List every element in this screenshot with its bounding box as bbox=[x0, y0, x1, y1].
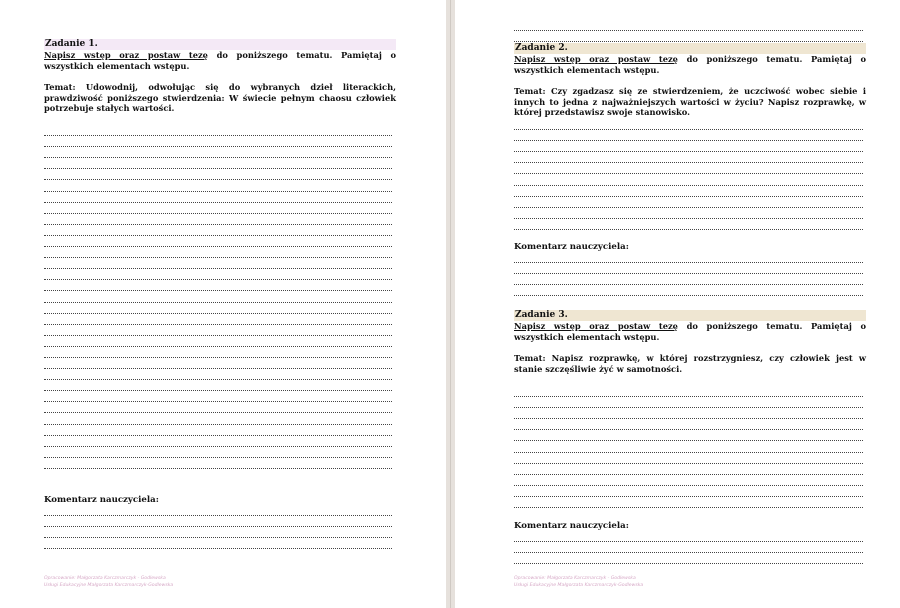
footer-line: Usługi Edukacyjne Małgorzata Karczmarczyk-Godlewska bbox=[514, 582, 644, 588]
writing-line[interactable] bbox=[514, 219, 863, 230]
writing-line[interactable] bbox=[44, 280, 392, 291]
task-1-instruction-rest: do poniższego tematu. Pamiętaj o wszystkich elementach wstępu. bbox=[44, 50, 397, 71]
writing-line[interactable] bbox=[514, 274, 863, 285]
task-2-instruction-rest: do poniższego tematu. Pamiętaj o wszystkich elementach wstępu. bbox=[514, 54, 867, 75]
writing-line[interactable] bbox=[44, 303, 392, 314]
comment-1-area[interactable] bbox=[44, 505, 392, 549]
task-1-title: Zadanie 1. bbox=[44, 39, 396, 50]
writing-line[interactable] bbox=[514, 197, 863, 208]
task-2-title: Zadanie 2. bbox=[514, 43, 866, 54]
task-3-instruction-rest: do poniższego tematu. Pamiętaj o wszystkich elementach wstępu. bbox=[514, 321, 867, 342]
writing-line[interactable] bbox=[44, 505, 392, 516]
writing-line[interactable] bbox=[44, 236, 392, 247]
writing-line[interactable] bbox=[514, 553, 863, 564]
writing-line[interactable] bbox=[44, 369, 392, 380]
writing-line[interactable] bbox=[514, 208, 863, 219]
page-right bbox=[455, 0, 900, 608]
page-divider bbox=[450, 0, 451, 608]
writing-line[interactable] bbox=[44, 436, 392, 447]
writing-line[interactable] bbox=[514, 252, 863, 263]
writing-line[interactable] bbox=[514, 163, 863, 174]
comment-label-3: Komentarz nauczyciela: bbox=[514, 521, 629, 531]
comment-label-2: Komentarz nauczyciela: bbox=[514, 242, 629, 252]
task-1-instruction-underlined: Napisz wstęp oraz postaw tezę bbox=[44, 50, 208, 60]
task-3-instruction bbox=[514, 321, 866, 342]
footer-line: Usługi Edukacyjne Małgorzata Karczmarczyk-Godlewska bbox=[44, 582, 174, 588]
writing-line[interactable] bbox=[514, 285, 863, 296]
writing-line[interactable] bbox=[44, 158, 392, 169]
writing-line[interactable] bbox=[44, 225, 392, 236]
footer-line: Opracowanie: Małgorzata Karczmarczyk - Godlewska bbox=[514, 576, 636, 581]
writing-line[interactable] bbox=[44, 516, 392, 527]
writing-line[interactable] bbox=[514, 453, 863, 464]
task-1-instruction bbox=[44, 50, 396, 71]
writing-line[interactable] bbox=[44, 136, 392, 147]
writing-line[interactable] bbox=[44, 247, 392, 258]
writing-line[interactable] bbox=[514, 141, 863, 152]
task-3-topic: Temat: Napisz rozprawkę, w której rozstrzygniesz, czy człowiek jest w stanie szczęśliwie żyć w samotności. bbox=[514, 353, 866, 374]
writing-line[interactable] bbox=[514, 464, 863, 475]
writing-line[interactable] bbox=[44, 402, 392, 413]
writing-line[interactable] bbox=[514, 152, 863, 163]
writing-line[interactable] bbox=[514, 419, 863, 430]
writing-line[interactable] bbox=[44, 425, 392, 436]
writing-line[interactable] bbox=[514, 174, 863, 185]
task-1-topic: Temat: Udowodnij, odwołując się do wybranych dzieł literackich, prawdziwość poniższego stwierdzenia: W świecie pełnym chaosu człowiek potrzebuje stałych wartości. bbox=[44, 82, 396, 114]
writing-line[interactable] bbox=[514, 186, 863, 197]
writing-line[interactable] bbox=[44, 347, 392, 358]
writing-line[interactable] bbox=[44, 314, 392, 325]
task-1-answer-area[interactable] bbox=[44, 125, 392, 469]
task-3-instruction-underlined: Napisz wstęp oraz postaw tezę bbox=[514, 321, 678, 331]
writing-line[interactable] bbox=[44, 447, 392, 458]
footer-left bbox=[44, 576, 173, 589]
writing-line[interactable] bbox=[514, 475, 863, 486]
writing-line[interactable] bbox=[514, 408, 863, 419]
writing-line[interactable] bbox=[44, 203, 392, 214]
comment-label-1: Komentarz nauczyciela: bbox=[44, 495, 159, 505]
writing-line[interactable] bbox=[44, 538, 392, 549]
writing-line[interactable] bbox=[44, 269, 392, 280]
writing-line[interactable] bbox=[44, 192, 392, 203]
task-3-title: Zadanie 3. bbox=[514, 310, 866, 321]
writing-line[interactable] bbox=[514, 542, 863, 553]
task-2-instruction-underlined: Napisz wstęp oraz postaw tezę bbox=[514, 54, 678, 64]
task-2-topic: Temat: Czy zgadzasz się ze stwierdzeniem, że uczciwość wobec siebie i innych to jedna z najważniejszych wartości w życiu? Napisz rozprawkę, w której przedstawisz swoje stanowisko. bbox=[514, 86, 866, 118]
writing-line[interactable] bbox=[514, 130, 863, 141]
writing-line[interactable] bbox=[514, 531, 863, 542]
writing-line[interactable] bbox=[44, 458, 392, 469]
writing-line[interactable] bbox=[44, 380, 392, 391]
page-left bbox=[0, 0, 446, 608]
task-3 bbox=[514, 310, 866, 374]
task-2-instruction bbox=[514, 54, 866, 75]
writing-line[interactable] bbox=[44, 391, 392, 402]
writing-line[interactable] bbox=[44, 147, 392, 158]
comment-2-area[interactable] bbox=[514, 252, 863, 296]
writing-line[interactable] bbox=[514, 386, 863, 397]
writing-line[interactable] bbox=[514, 441, 863, 452]
writing-line[interactable] bbox=[44, 214, 392, 225]
footer-right bbox=[514, 576, 643, 589]
writing-line[interactable] bbox=[514, 397, 863, 408]
writing-line[interactable] bbox=[514, 486, 863, 497]
writing-line[interactable] bbox=[44, 413, 392, 424]
writing-line[interactable] bbox=[514, 20, 863, 31]
writing-line[interactable] bbox=[44, 180, 392, 191]
writing-line[interactable] bbox=[44, 358, 392, 369]
writing-line[interactable] bbox=[44, 527, 392, 538]
writing-line[interactable] bbox=[514, 430, 863, 441]
writing-line[interactable] bbox=[44, 258, 392, 269]
writing-line[interactable] bbox=[514, 497, 863, 508]
task-2 bbox=[514, 43, 866, 118]
comment-3-area[interactable] bbox=[514, 531, 863, 564]
task-1 bbox=[44, 39, 396, 114]
writing-line[interactable] bbox=[44, 325, 392, 336]
footer-line: Opracowanie: Małgorzata Karczmarczyk - Godlewska bbox=[44, 576, 166, 581]
writing-line[interactable] bbox=[44, 125, 392, 136]
writing-line[interactable] bbox=[514, 31, 863, 42]
writing-line[interactable] bbox=[514, 263, 863, 274]
task-3-answer-area[interactable] bbox=[514, 386, 863, 508]
continued-lines-area[interactable] bbox=[514, 20, 863, 42]
task-2-answer-area[interactable] bbox=[514, 119, 863, 230]
writing-line[interactable] bbox=[514, 119, 863, 130]
writing-line[interactable] bbox=[44, 291, 392, 302]
writing-line[interactable] bbox=[44, 336, 392, 347]
writing-line[interactable] bbox=[44, 169, 392, 180]
